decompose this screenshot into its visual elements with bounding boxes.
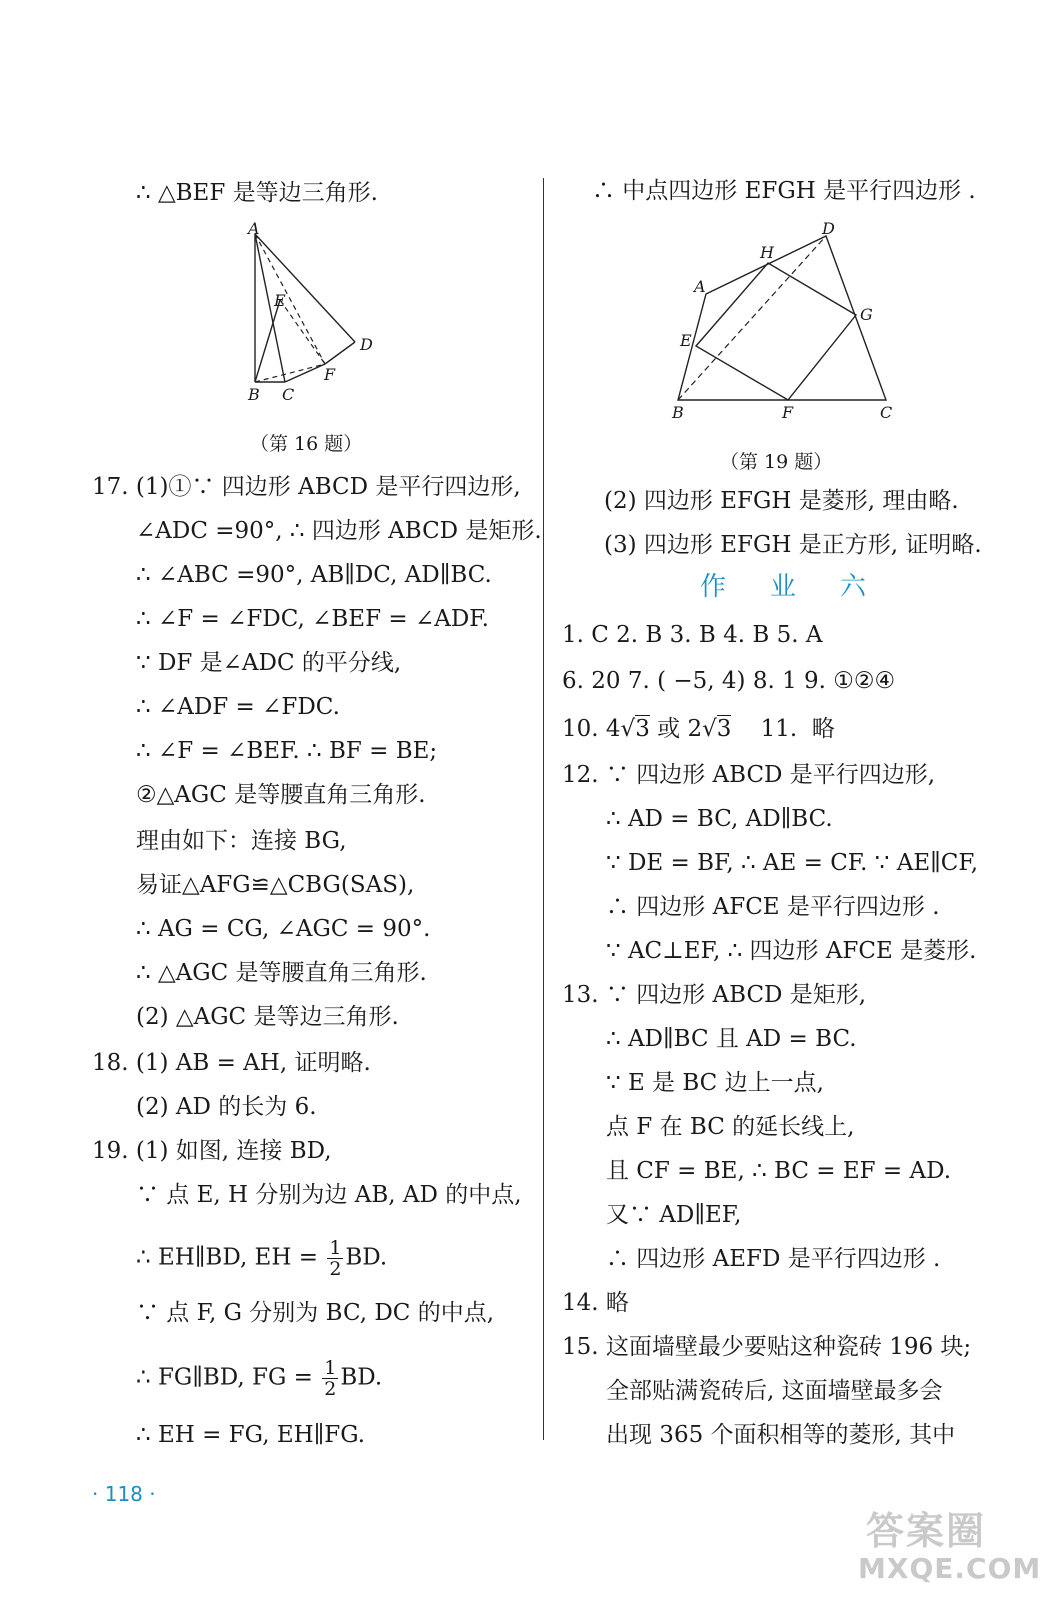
watermark-line-1: 答案圈 bbox=[866, 1509, 987, 1553]
answer-12-line-4: ∴ 四边形 AFCE 是平行四边形 . bbox=[606, 894, 940, 920]
answers-6-9: 6. 20 7. ( −5, 4) 8. 1 9. ①②④ bbox=[562, 668, 896, 694]
answer-13-line-5: 且 CF = BE, ∴ BC = EF = AD. bbox=[606, 1158, 952, 1184]
fig16-label-f: F bbox=[324, 365, 336, 384]
fig16-label-d: D bbox=[360, 335, 373, 354]
answer-17-line-4: ∴ ∠F = ∠FDC, ∠BEF = ∠ADF. bbox=[136, 606, 489, 632]
answer-12-line-1: 12. ∵ 四边形 ABCD 是平行四边形, bbox=[562, 762, 936, 788]
fig19-label-a: A bbox=[694, 277, 706, 296]
answer-19-part-3: (3) 四边形 EFGH 是正方形, 证明略. bbox=[604, 532, 982, 558]
page-number: · 118 · bbox=[92, 1482, 156, 1506]
fig19-label-d: D bbox=[822, 219, 835, 238]
answer-17-line-12: ∴ △AGC 是等腰直角三角形. bbox=[136, 960, 427, 986]
answer-18-line-2: (2) AD 的长为 6. bbox=[136, 1094, 317, 1120]
figure-19-caption: （第 19 题） bbox=[720, 451, 833, 473]
answer-12-line-5: ∵ AC⊥EF, ∴ 四边形 AFCE 是菱形. bbox=[606, 938, 977, 964]
fig16-label-c: C bbox=[282, 385, 295, 404]
figure-16-caption: （第 16 题） bbox=[250, 433, 363, 455]
text-bef-equilateral: ∴ △BEF 是等边三角形. bbox=[136, 180, 378, 206]
frac1-suffix: BD. bbox=[345, 1244, 388, 1271]
fig19-label-e: E bbox=[680, 331, 692, 350]
fig19-label-c: C bbox=[880, 403, 893, 422]
frac2-suffix: BD. bbox=[340, 1364, 383, 1391]
answer-15-line-1: 15. 这面墙壁最少要贴这种瓷砖 196 块; bbox=[562, 1334, 972, 1360]
answers-10-11 bbox=[562, 714, 835, 744]
answer-17-line-7: ∴ ∠F = ∠BEF. ∴ BF = BE; bbox=[136, 738, 438, 764]
text-midpoint-parallelogram: ∴ 中点四边形 EFGH 是平行四边形 . bbox=[592, 178, 976, 204]
watermark-logo bbox=[848, 1500, 1042, 1592]
fig19-label-b: B bbox=[672, 403, 684, 422]
answer-19-line-2: ∵ 点 E, H 分别为边 AB, AD 的中点, bbox=[136, 1182, 522, 1208]
answer-17-line-9: 理由如下：连接 BG, bbox=[136, 828, 347, 854]
frac2-prefix: ∴ FG∥BD, FG = bbox=[136, 1364, 313, 1391]
answer-14: 14. 略 bbox=[562, 1290, 629, 1316]
answer-13-line-6: 又∵ AD∥EF, bbox=[606, 1202, 742, 1228]
answer-18-line-1: 18. (1) AB = AH, 证明略. bbox=[92, 1050, 371, 1076]
answer-17-line-5: ∵ DF 是∠ADC 的平分线, bbox=[136, 650, 402, 676]
answer-13-line-7: ∴ 四边形 AEFD 是平行四边形 . bbox=[606, 1246, 941, 1272]
answer-17-line-11: ∴ AG = CG, ∠AGC = 90°. bbox=[136, 916, 431, 942]
line10-radicand-2: 3 bbox=[716, 716, 732, 742]
frac1-denominator: 2 bbox=[329, 1258, 342, 1280]
answer-17-line-3: ∴ ∠ABC =90°, AB∥DC, AD∥BC. bbox=[136, 562, 492, 588]
answer-12-line-2: ∴ AD = BC, AD∥BC. bbox=[606, 806, 833, 832]
fig16-label-e: E bbox=[274, 291, 286, 310]
answer-17-line-8: ②△AGC 是等腰直角三角形. bbox=[136, 782, 426, 808]
answer-13-line-3: ∵ E 是 BC 边上一点, bbox=[606, 1070, 824, 1096]
answer-12-line-3: ∵ DE = BF, ∴ AE = CF. ∵ AE∥CF, bbox=[606, 850, 979, 876]
line10-prefix: 10. 4 bbox=[562, 716, 621, 742]
answer-15-line-2: 全部贴满瓷砖后, 这面墙壁最多会 bbox=[606, 1378, 943, 1404]
column-divider bbox=[543, 178, 544, 1440]
answers-1-5: 1. C 2. B 3. B 4. B 5. A bbox=[562, 622, 823, 648]
frac1-prefix: ∴ EH∥BD, EH = bbox=[136, 1244, 318, 1271]
fig19-label-f: F bbox=[782, 403, 794, 422]
fig16-label-b: B bbox=[248, 385, 260, 404]
answer-19-line-last: ∴ EH = FG, EH∥FG. bbox=[136, 1422, 366, 1448]
answer-17-line-13: (2) △AGC 是等边三角形. bbox=[136, 1004, 399, 1030]
answer-13-line-2: ∴ AD∥BC 且 AD = BC. bbox=[606, 1026, 857, 1052]
frac1-numerator: 1 bbox=[329, 1237, 342, 1259]
sqrt-symbol-2: √ bbox=[702, 716, 717, 742]
answer-19-frac-line-2 bbox=[136, 1358, 382, 1399]
frac2-fraction bbox=[322, 1358, 338, 1399]
section-title: 作业六 bbox=[700, 572, 911, 602]
answer-17-line-1: 17. (1)①∵ 四边形 ABCD 是平行四边形, bbox=[92, 474, 521, 500]
fig19-label-h: H bbox=[760, 243, 774, 262]
fig19-label-g: G bbox=[860, 305, 873, 324]
watermark-line-2: MXQE.COM bbox=[858, 1552, 1042, 1585]
answer-19-line-1: 19. (1) 如图, 连接 BD, bbox=[92, 1138, 332, 1164]
frac1-fraction bbox=[327, 1238, 343, 1279]
figure-16 bbox=[240, 219, 380, 407]
answer-13-line-4: 点 F 在 BC 的延长线上, bbox=[606, 1114, 855, 1140]
frac2-denominator: 2 bbox=[324, 1378, 337, 1400]
answer-15-line-3: 出现 365 个面积相等的菱形, 其中 bbox=[606, 1422, 956, 1448]
answer-19-line-fg: ∵ 点 F, G 分别为 BC, DC 的中点, bbox=[136, 1300, 495, 1326]
line10-suffix: 11. 略 bbox=[731, 716, 835, 742]
answer-17-line-6: ∴ ∠ADF = ∠FDC. bbox=[136, 694, 340, 720]
answer-17-line-10: 易证△AFG≌△CBG(SAS), bbox=[136, 872, 415, 898]
answer-13-line-1: 13. ∵ 四边形 ABCD 是矩形, bbox=[562, 982, 867, 1008]
answer-19-frac-line-1 bbox=[136, 1238, 387, 1279]
line10-mid: 或 2 bbox=[657, 716, 703, 742]
frac2-numerator: 1 bbox=[324, 1357, 337, 1379]
line10-radicand-1: 3 bbox=[635, 716, 650, 742]
fig16-label-a: A bbox=[248, 219, 260, 238]
figure-19 bbox=[660, 218, 900, 428]
answer-17-line-2: ∠ADC =90°, ∴ 四边形 ABCD 是矩形. bbox=[136, 518, 542, 544]
sqrt-symbol-1: √ bbox=[620, 716, 636, 742]
answer-19-part-2: (2) 四边形 EFGH 是菱形, 理由略. bbox=[604, 488, 959, 514]
